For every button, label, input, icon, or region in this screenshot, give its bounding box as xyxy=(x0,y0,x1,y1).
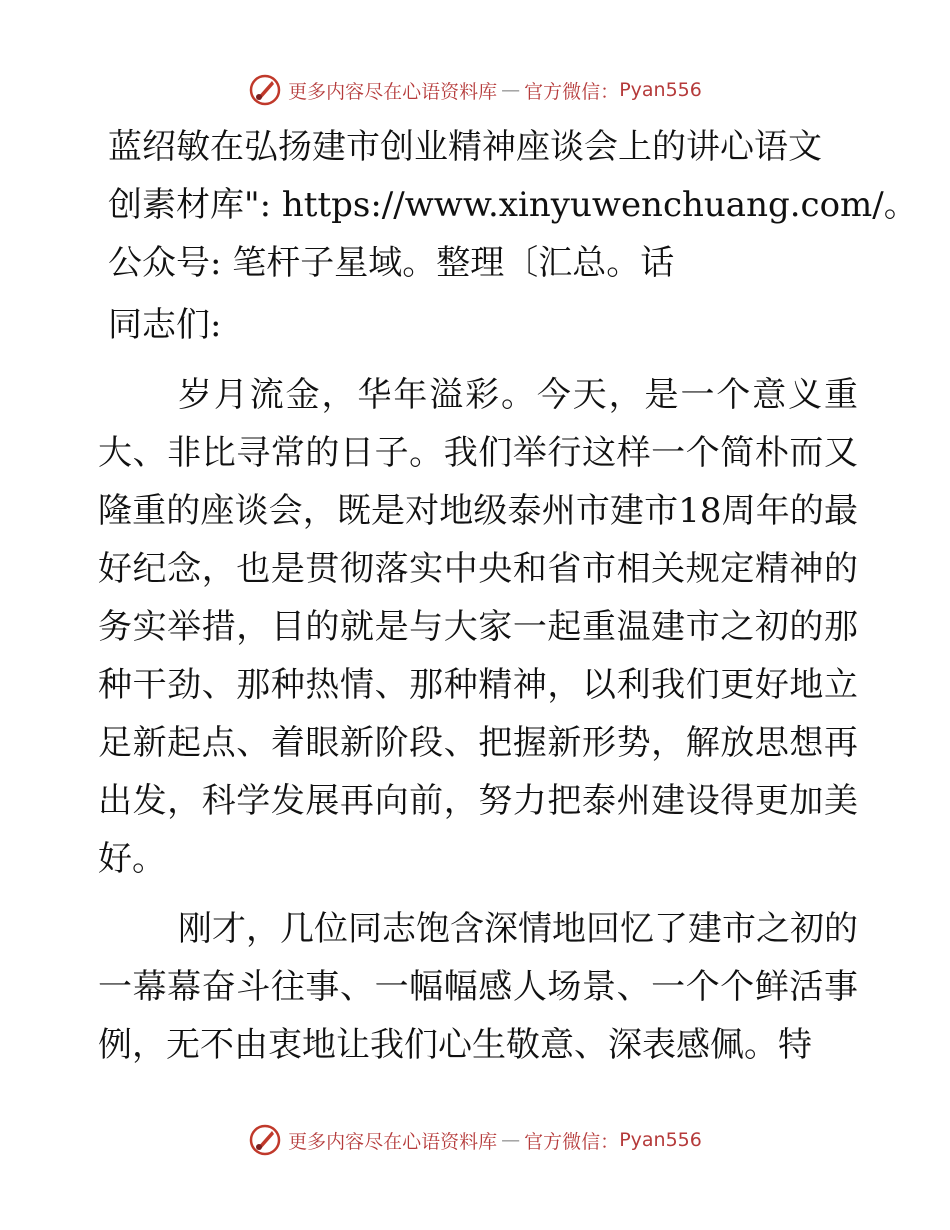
header-banner xyxy=(0,70,950,110)
header-banner-text: 更多内容尽在心语资料库 xyxy=(288,80,498,103)
footer-banner-account: Pyan556 xyxy=(619,1129,702,1151)
document-body xyxy=(98,118,918,1074)
footer-banner xyxy=(0,1120,950,1160)
title-line: 创素材库": https://www.xinyuwenchuang.com/。 xyxy=(108,185,918,225)
footer-banner-text: 更多内容尽在心语资料库 xyxy=(288,1130,498,1153)
header-banner-official: 官方微信： xyxy=(524,80,620,103)
title-line: 蓝绍敏在弘扬建市创业精神座谈会上的讲心语文 xyxy=(108,127,822,167)
footer-banner-official: 官方微信： xyxy=(524,1130,620,1153)
quill-pen-logo-icon xyxy=(248,1123,282,1157)
document-title xyxy=(108,118,918,292)
title-line: 公众号: 笔杆子星域。整理〔汇总。话 xyxy=(108,243,675,283)
paragraph: 刚才，几位同志饱含深情地回忆了建市之初的一幕幕奋斗往事、一幅幅感人场景、一个个鲜活事例，无不由衷地让我们心生敬意、深表感佩。特 xyxy=(98,909,858,1065)
quill-pen-logo-icon xyxy=(248,73,282,107)
header-banner-account: Pyan556 xyxy=(619,79,702,101)
salutation: 同志们: xyxy=(108,305,222,345)
footer-banner-dash: — xyxy=(501,1129,521,1151)
header-banner-dash: — xyxy=(501,79,521,101)
paragraph: 岁月流金，华年溢彩。今天，是一个意义重大、非比寻常的日子。我们举行这样一个简朴而又隆重的座谈会，既是对地级泰州市建市18周年的最好纪念，也是贯彻落实中央和省市相关规定精神的务实举措，目的就是与大家一起重温建市之初的那种干劲、那种热情、那种精神，以利我们更好地立足新起点、着眼新阶段、把握新形势，解放思想再出发，科学发展再向前，努力把泰州建设得更加美好。 xyxy=(98,375,858,879)
